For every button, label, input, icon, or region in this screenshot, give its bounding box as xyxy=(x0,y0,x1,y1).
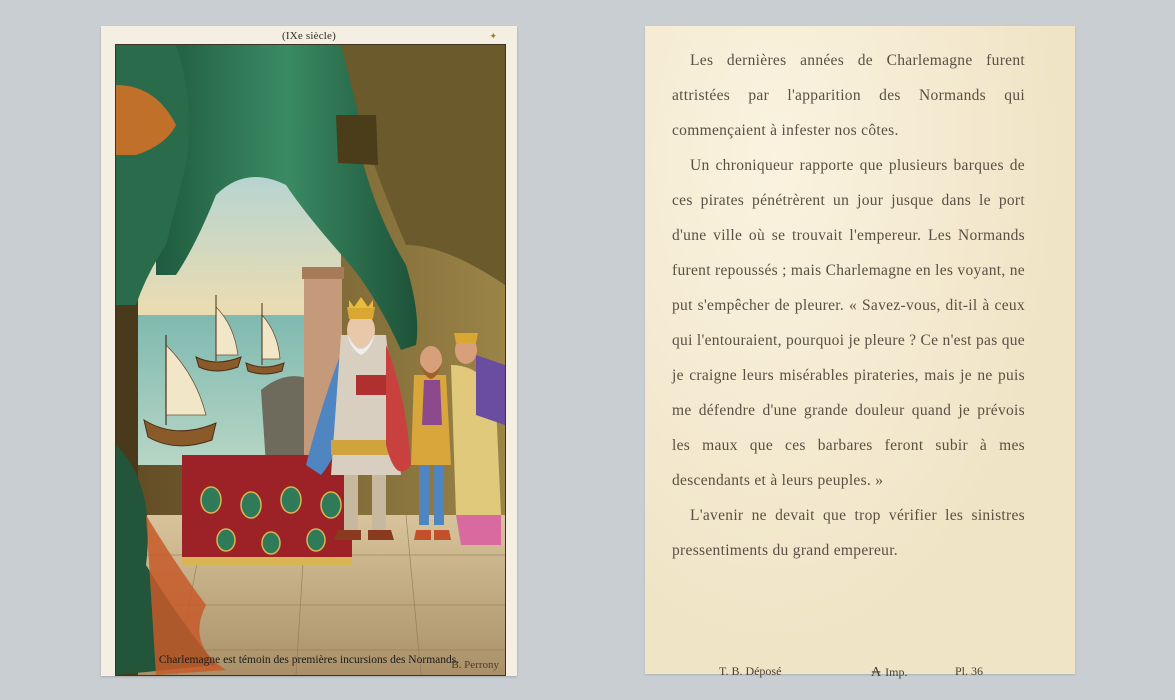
printer-monogram-icon: ₳ xyxy=(871,664,882,680)
corner-mark: ✦ xyxy=(489,32,497,42)
illustration xyxy=(115,44,506,676)
card-back xyxy=(645,26,1075,680)
artist-signature: B. Perrony xyxy=(451,659,499,671)
century-label: (IXe siècle) xyxy=(281,30,336,42)
illustration-caption: Charlemagne est témoin des premières incursions des Normands. xyxy=(158,654,460,666)
card-front xyxy=(101,26,517,676)
footer-imp xyxy=(871,664,907,681)
footer-plate: Pl. 36 xyxy=(955,664,984,678)
footer-imp-label: Imp. xyxy=(885,665,908,679)
paragraph-1: Les dernières années de Charlemagne furent attristées par l'apparition des Normands qui commençaient à infester nos côtes. xyxy=(672,52,1025,139)
narrative-text xyxy=(672,43,1025,568)
paragraph-3: L'avenir ne devait que trop vérifier les sinistres pressentiments du grand empereur. xyxy=(672,507,1025,559)
paragraph-2: Un chroniqueur rapporte que plusieurs barques de ces pirates pénétrèrent un jour jusque dans le port d'une ville où se trouvait l'empereur. Les Normands furent repoussés ; mais Charlemagne en les voyant, ne put s'empêcher de pleurer. « Savez-vous, dit-il à ceux qui l'entouraient, pourquoi je pleure ? Ce n'est pas que je craigne leurs misérables pirateries, mais je ne puis me défendre d'une grande douleur quand je prévois les maux que ces barbares feront subir à mes descendants et à leurs peuples. » xyxy=(672,157,1025,489)
footer-depose: T. B. Déposé xyxy=(719,664,782,678)
